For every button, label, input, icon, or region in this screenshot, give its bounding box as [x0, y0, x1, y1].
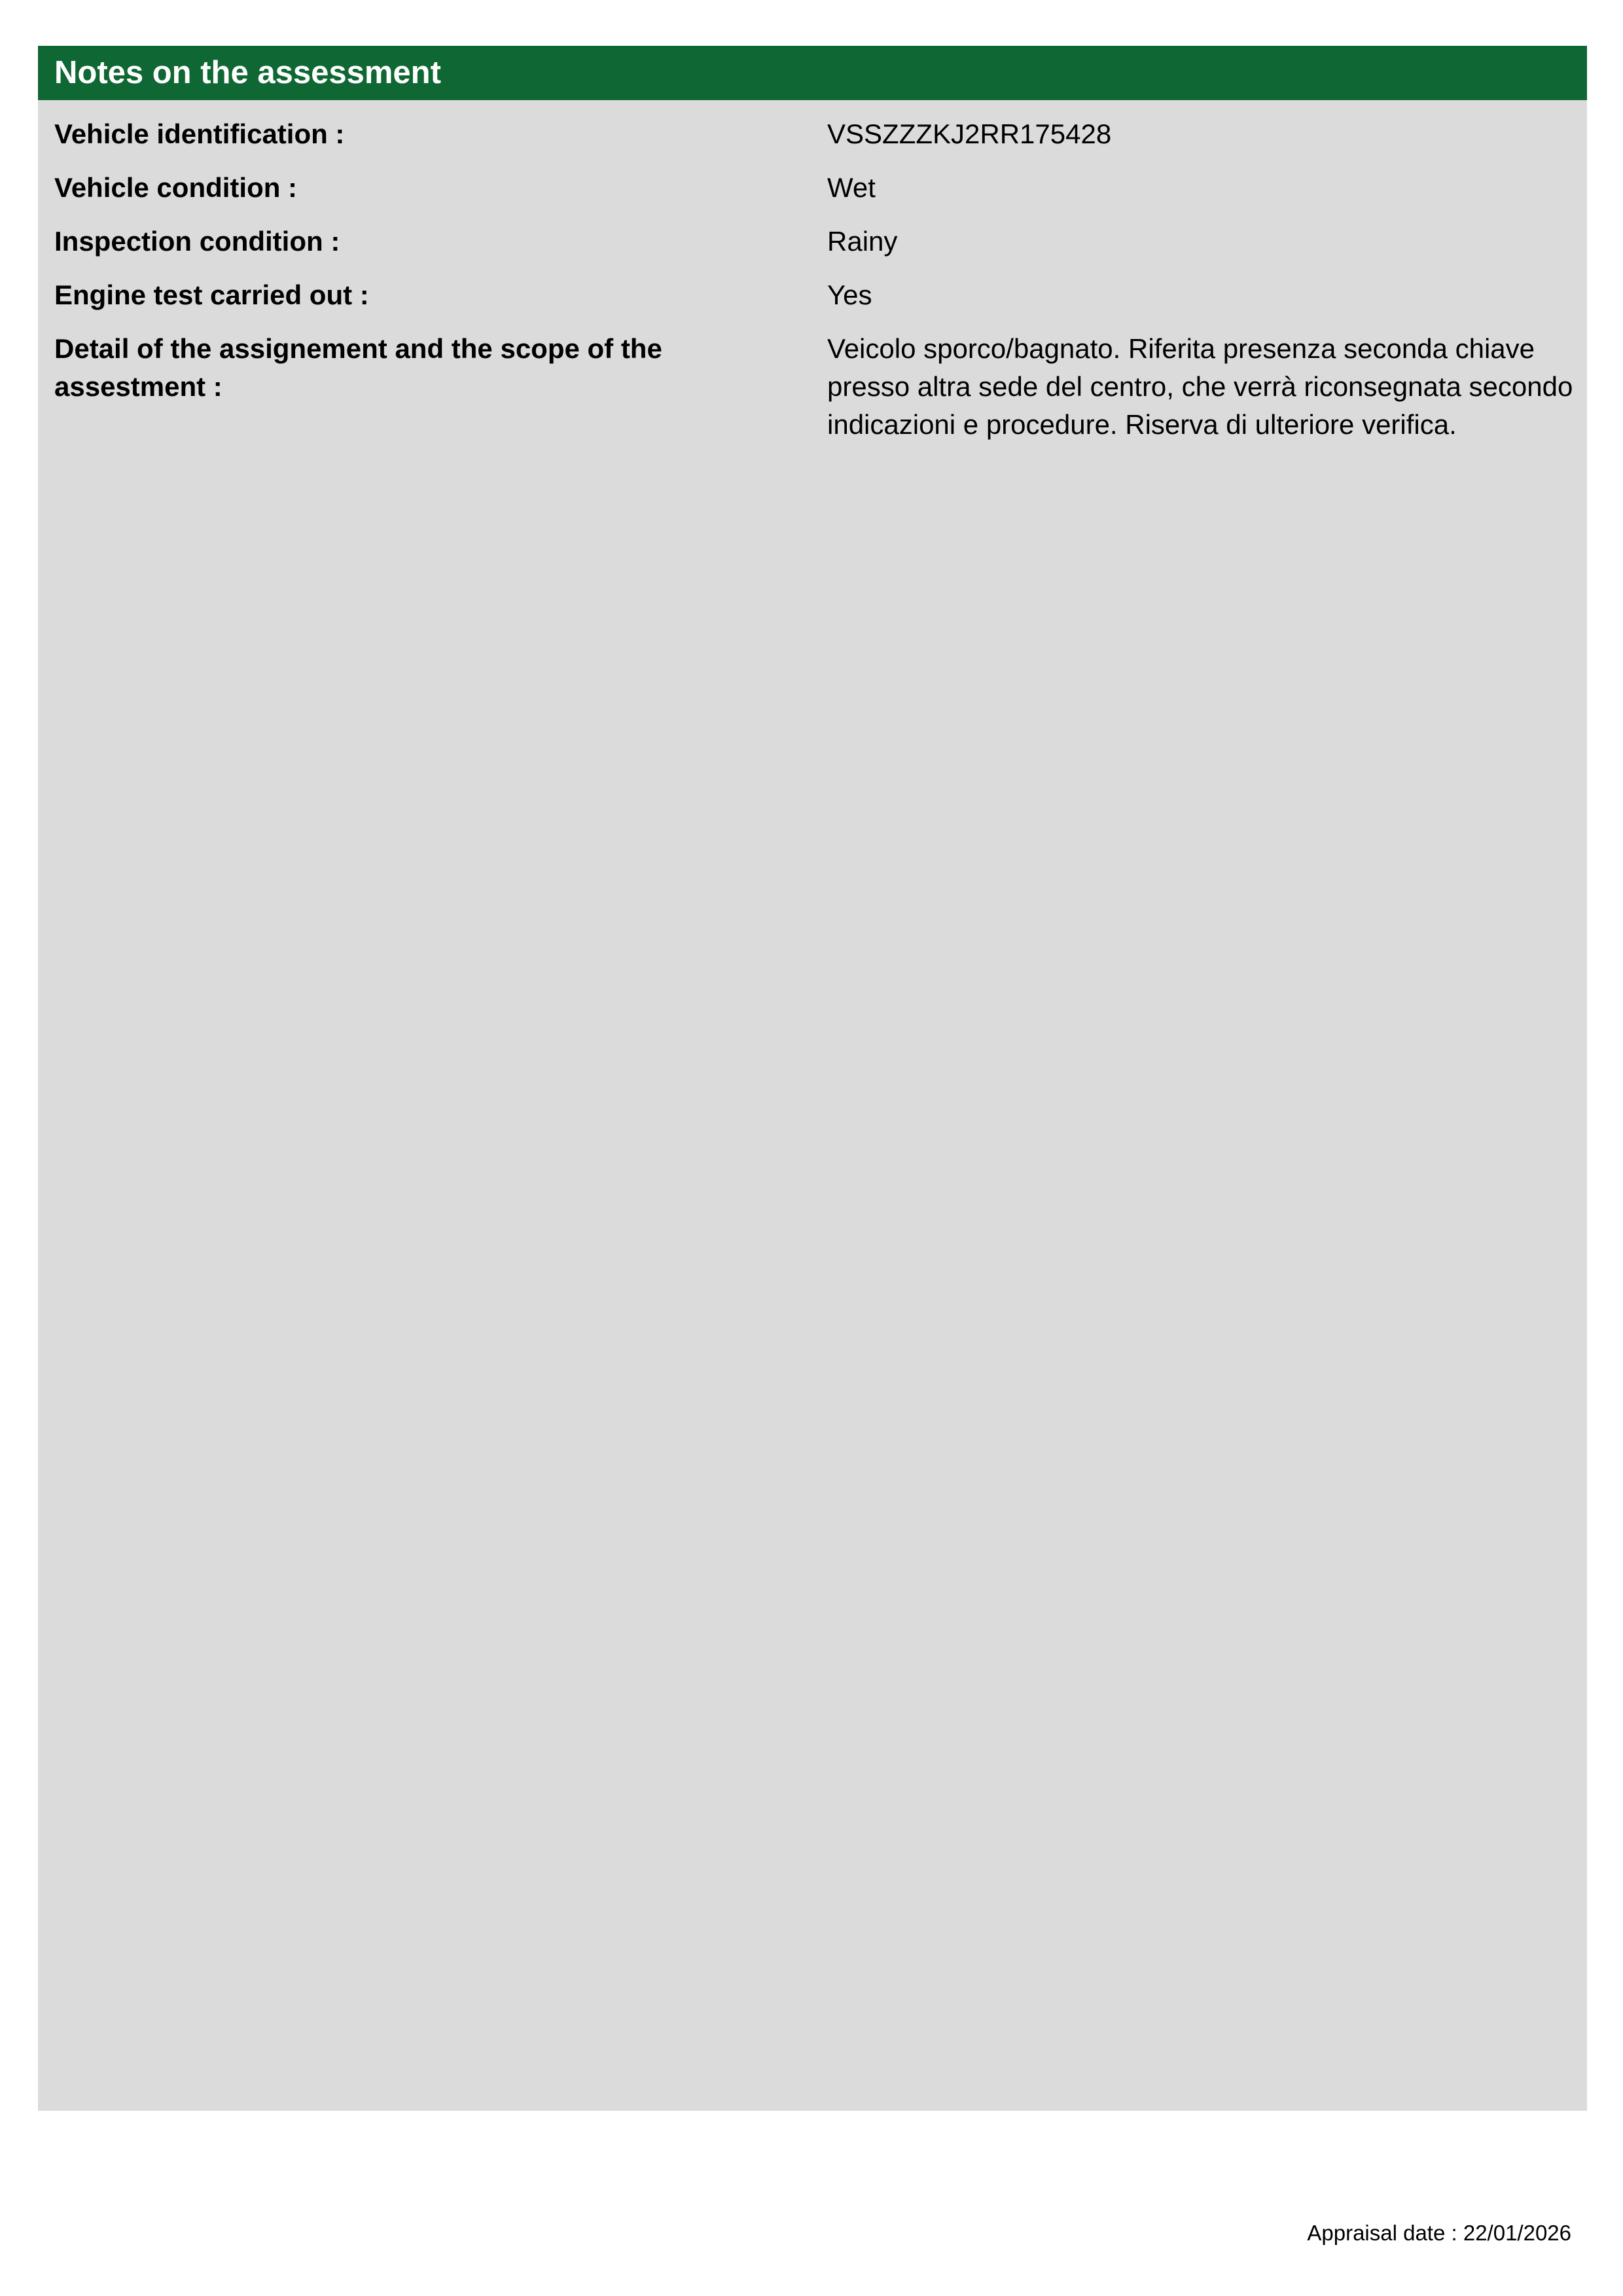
field-label: Vehicle condition : [54, 172, 298, 203]
field-value: Yes [827, 279, 872, 310]
section-header [38, 46, 1587, 100]
notes-panel [38, 100, 1587, 2111]
field-value: VSSZZZKJ2RR175428 [827, 118, 1112, 149]
field-value: Wet [827, 172, 876, 203]
field-label: Detail of the assignement and the scope of the assestment : [54, 333, 662, 402]
section-title: Notes on the assessment [54, 55, 441, 90]
appraisal-date: Appraisal date : 22/01/2026 [1307, 2221, 1571, 2245]
field-label: Inspection condition : [54, 226, 340, 257]
field-label: Vehicle identification : [54, 118, 345, 149]
field-label: Engine test carried out : [54, 279, 369, 310]
field-value: Veicolo sporco/bagnato. Riferita presenza seconda chiave presso altra sede del centro, che verrà riconsegnata secondo indicazioni e procedure. Riserva di ulteriore verifica. [827, 333, 1573, 440]
field-value: Rainy [827, 226, 898, 257]
